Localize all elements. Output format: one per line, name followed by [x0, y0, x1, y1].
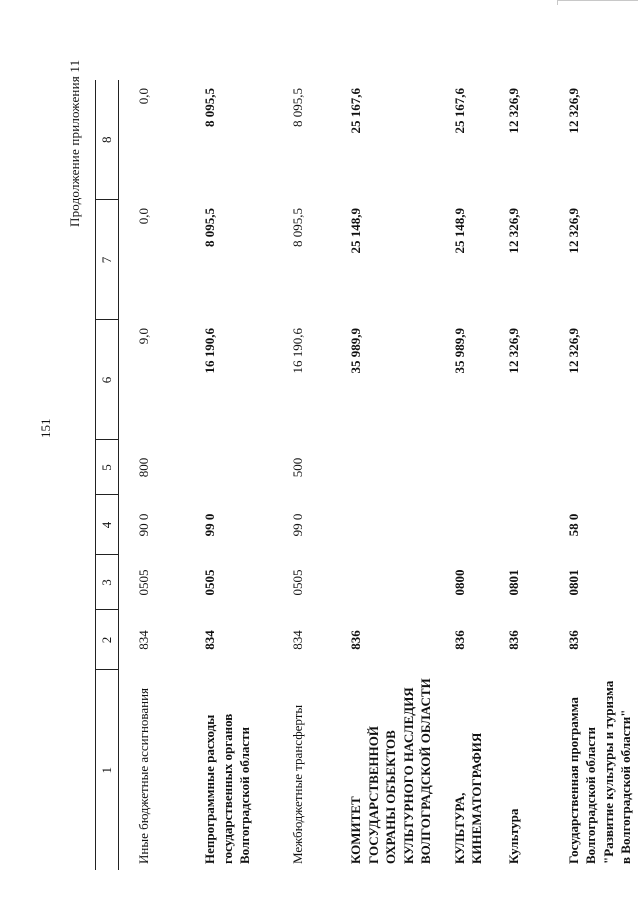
cell-ministry: 836: [565, 630, 581, 650]
cell-section: 0801: [505, 569, 521, 596]
cell-program: [331, 495, 435, 555]
header-row: [96, 80, 119, 870]
cell-year-1: 9,0: [136, 328, 151, 345]
cell-program: 99 0: [202, 513, 217, 537]
header-col-5: 5: [96, 440, 119, 495]
header-col-1: 1: [96, 670, 119, 870]
cell-expense-type: [435, 440, 489, 495]
header-col-3: 3: [96, 555, 119, 610]
row-name: КУЛЬТУРА, КИНЕМАТОГРАФИЯ: [451, 732, 485, 864]
cell-year-2: 25 148,9: [451, 208, 467, 254]
cell-year-3: 25 167,6: [348, 88, 363, 134]
cell-expense-type: [549, 440, 640, 495]
corner-mark: [557, 0, 638, 5]
table-row: [331, 80, 435, 870]
cell-expense-type: 500: [290, 457, 305, 478]
cell-program: 99 0: [290, 513, 305, 537]
cell-section: 0505: [136, 569, 151, 596]
budget-table: [95, 80, 640, 870]
table-row: [273, 80, 331, 870]
cell-program: [489, 495, 549, 555]
cell-year-3: 25 167,6: [451, 88, 467, 134]
header-col-6: 6: [96, 320, 119, 440]
cell-year-2: 25 148,9: [348, 208, 363, 254]
cell-year-2: 12 326,9: [505, 208, 521, 254]
table-row: [119, 80, 186, 870]
cell-year-1: 16 190,6: [290, 328, 305, 374]
row-name: Иные бюджетные ассигнования: [136, 687, 151, 864]
cell-section: 0505: [202, 569, 217, 596]
cell-year-2: 12 326,9: [565, 208, 581, 254]
cell-ministry: 836: [505, 630, 521, 650]
cell-year-1: 35 989,9: [451, 328, 467, 374]
cell-year-3: 12 326,9: [505, 88, 521, 134]
row-name: Непрограммные расходы государственных органов Волгоградской области: [202, 713, 253, 864]
cell-program: [435, 495, 489, 555]
page-number: 151: [38, 418, 53, 438]
cell-expense-type: [185, 440, 273, 495]
cell-ministry: 836: [451, 630, 467, 650]
row-name: Культура: [505, 808, 521, 864]
cell-expense-type: 800: [136, 457, 151, 478]
cell-year-1: 12 326,9: [565, 328, 581, 374]
table-row: [185, 80, 273, 870]
cell-year-1: 12 326,9: [505, 328, 521, 374]
header-col-2: 2: [96, 610, 119, 670]
cell-section: 0800: [451, 569, 467, 596]
cell-ministry: 836: [348, 630, 363, 650]
cell-program: 90 0: [136, 513, 151, 537]
cell-year-3: 0,0: [136, 88, 151, 105]
cell-ministry: 834: [202, 630, 217, 650]
cell-year-3: 8 095,5: [202, 88, 217, 127]
cell-year-2: 8 095,5: [202, 208, 217, 247]
cell-expense-type: [489, 440, 549, 495]
header-col-7: 7: [96, 200, 119, 320]
cell-ministry: 834: [290, 630, 305, 650]
cell-expense-type: [331, 440, 435, 495]
cell-program: 58 0: [565, 513, 581, 537]
cell-year-1: 16 190,6: [202, 328, 217, 374]
header-col-8: 8: [96, 80, 119, 200]
appendix-continuation-label: Продолжение приложения 11: [67, 59, 82, 227]
table-row: [549, 80, 640, 870]
table-row: [489, 80, 549, 870]
cell-section: 0505: [290, 569, 305, 596]
header-col-4: 4: [96, 495, 119, 555]
row-name: КОМИТЕТ ГОСУДАРСТВЕННОЙ ОХРАНЫ ОБЪЕКТОВ КУЛЬТУРНОГО НАСЛЕДИЯ ВОЛГОГРАДСКОЙ ОБЛАСТИ: [348, 678, 434, 864]
cell-section: 0801: [565, 569, 581, 596]
cell-ministry: 834: [136, 630, 151, 650]
cell-year-3: 12 326,9: [565, 88, 581, 134]
cell-year-2: 8 095,5: [290, 208, 305, 247]
cell-section: [331, 555, 435, 610]
budget-table-container: [95, 80, 634, 870]
cell-year-3: 8 095,5: [290, 88, 305, 127]
row-name: Государственная программа Волгоградской области "Развитие культуры и туризма в Волгоградской области": [565, 680, 634, 864]
row-name: Межбюджетные трансферты: [290, 704, 305, 864]
cell-year-1: 35 989,9: [348, 328, 363, 374]
table-row: [435, 80, 489, 870]
cell-year-2: 0,0: [136, 208, 151, 225]
